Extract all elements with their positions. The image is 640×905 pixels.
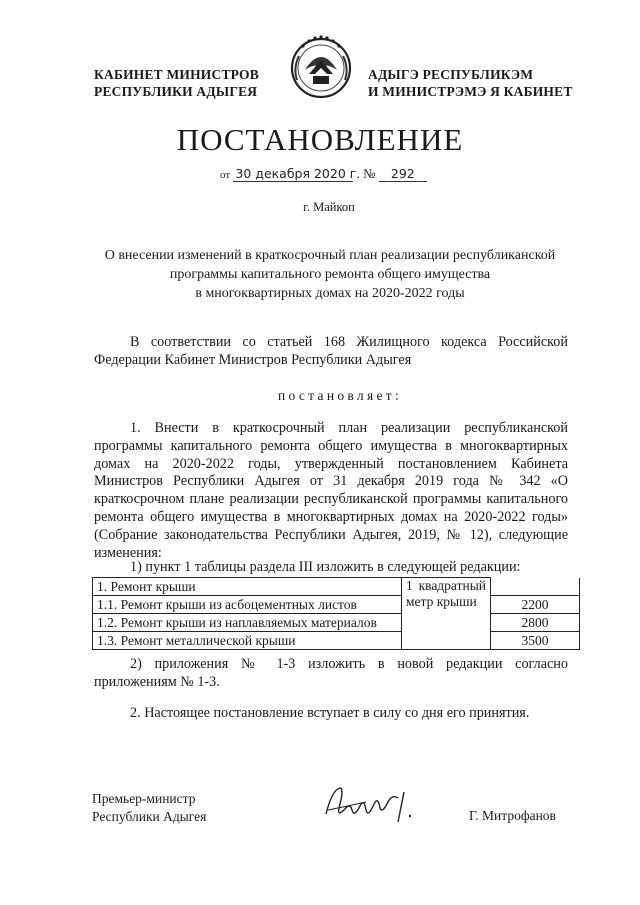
table-cell-name: 1.1. Ремонт крыши из асбоцементных листов	[93, 596, 402, 614]
position-line1: Премьер-министр	[92, 791, 196, 806]
repair-cost-table	[92, 577, 580, 650]
coat-of-arms-icon	[283, 30, 359, 102]
item2-paragraph: 2. Настоящее постановление вступает в силу со дня его принятия.	[130, 705, 530, 721]
number-value: 292	[379, 166, 427, 182]
table-cell-value: 2200	[491, 596, 580, 614]
city: г. Майкоп	[303, 200, 355, 214]
table-row	[93, 578, 580, 596]
table-cell-value: 3500	[491, 632, 580, 650]
item1-subitem1: 1) пункт 1 таблицы раздела III изложить в следующей редакции:	[130, 559, 521, 575]
signatory-position	[92, 790, 206, 826]
document-title: ПОСТАНОВЛЕНИЕ	[176, 122, 464, 157]
header-left-line1: КАБИНЕТ МИНИСТРОВ	[94, 67, 259, 82]
handwritten-signature-icon	[318, 780, 428, 828]
number-label: №	[363, 166, 376, 181]
subject-line2: программы капитального ремонта общего имущества	[169, 267, 491, 282]
header-left-line2: РЕСПУБЛИКИ АДЫГЕЯ	[94, 84, 258, 99]
date-from-label: от	[220, 169, 231, 181]
subject-line3: в многоквартирных домах на 2020-2022 годы	[195, 286, 465, 301]
date-line	[220, 166, 427, 182]
table-row	[93, 596, 580, 614]
table-row	[93, 632, 580, 650]
position-line2: Республики Адыгея	[92, 809, 207, 824]
table-row	[93, 614, 580, 632]
subject-line1: О внесении изменений в краткосрочный план реализации республиканской	[104, 248, 556, 263]
preamble-paragraph: В соответствии со статьей 168 Жилищного кодекса Российской Федерации Кабинет Министров Республики Адыгея	[94, 334, 568, 368]
table-cell-name: 1.2. Ремонт крыши из наплавляемых материалов	[93, 614, 402, 632]
table-cell-unit: 1 квадратный метр крыши	[402, 578, 491, 650]
document-subject	[70, 246, 590, 303]
header-right	[368, 66, 573, 100]
table-cell-name: 1.3. Ремонт металлической крыши	[93, 632, 402, 650]
header-left	[94, 66, 259, 100]
resolves-heading: постановляет:	[277, 388, 403, 403]
table-cell-name: 1. Ремонт крыши	[93, 578, 402, 596]
item1-paragraph: 1. Внести в краткосрочный план реализации республиканской программы капитального ремонта общего имущества в многоквартирных домах на 2020-2022 годы, утвержденный постановлением Кабинета Министров Республики Адыгея от 31 декабря 2019 года № 342 «О краткосрочном плане реализации республиканской программы капитального ремонта общего имущества в многоквартирных домах на 2020-2022 годы» (Собрание законодательства Республики Адыгея, 2019, № 12), следующие изменения:	[94, 420, 568, 561]
header-right-line2: И МИНИСТРЭМЭ Я КАБИНЕТ	[368, 84, 573, 99]
date-value: 30 декабря 2020 г.	[235, 166, 361, 181]
item1-subitem2: 2) приложения № 1-3 изложить в новой редакции согласно приложениям № 1-3.	[94, 656, 568, 690]
header-right-line1: АДЫГЭ РЕСПУБЛИКЭМ	[368, 67, 534, 82]
signatory-name: Г. Митрофанов	[469, 808, 556, 823]
table-cell-value	[491, 578, 580, 596]
table-cell-value: 2800	[491, 614, 580, 632]
